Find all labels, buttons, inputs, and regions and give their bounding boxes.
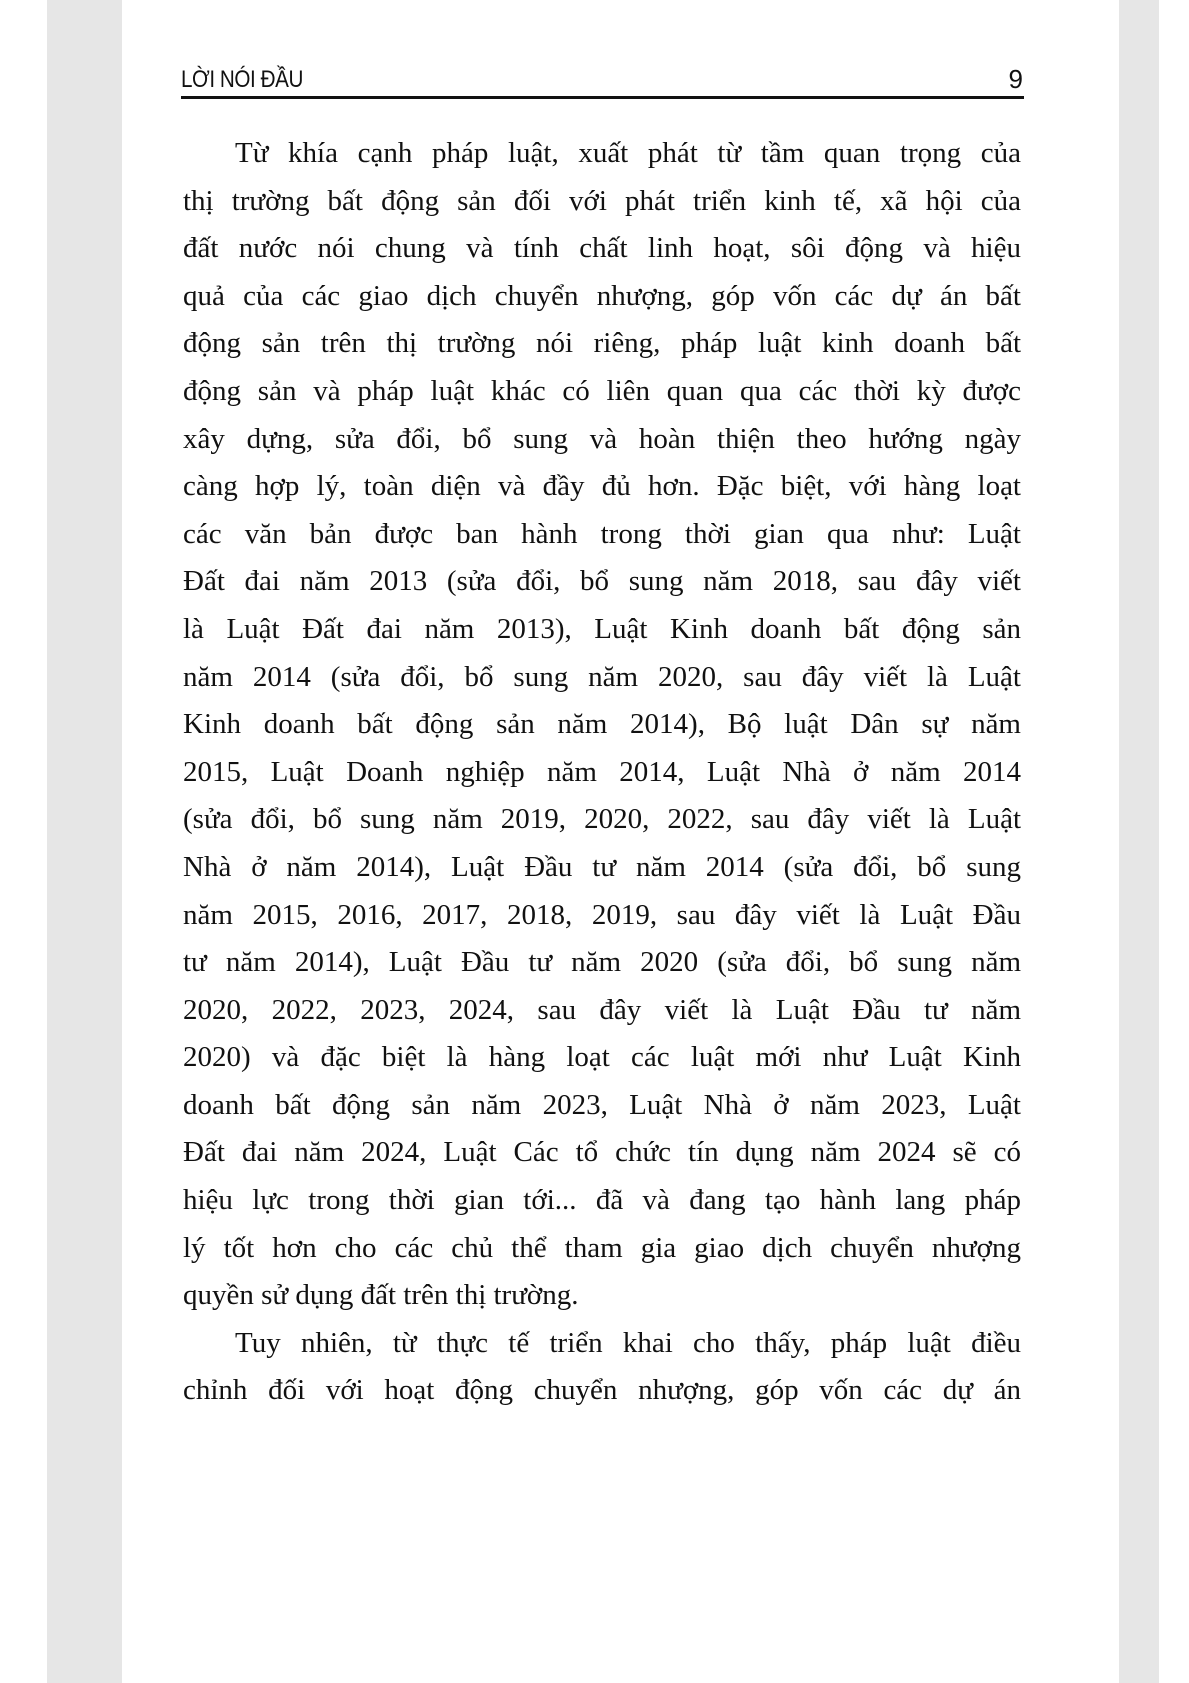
text-line: quả của các giao dịch chuyển nhượng, góp vốn các dự án bất: [183, 279, 1021, 312]
chapter-title: LỜI NÓI ĐẦU: [181, 66, 303, 93]
text-line: các văn bản được ban hành trong thời gian qua như: Luật: [183, 517, 1021, 550]
text-line: năm 2015, 2016, 2017, 2018, 2019, sau đây viết là Luật Đầu: [183, 898, 1021, 931]
text-line: Đất đai năm 2013 (sửa đổi, bổ sung năm 2018, sau đây viết: [183, 565, 1021, 598]
text-line: tư năm 2014), Luật Đầu tư năm 2020 (sửa đổi, bổ sung năm: [183, 946, 1021, 979]
text-line: động sản và pháp luật khác có liên quan qua các thời kỳ được: [183, 374, 1021, 407]
text-line: doanh bất động sản năm 2023, Luật Nhà ở năm 2023, Luật: [183, 1088, 1021, 1121]
text-line: 2020) và đặc biệt là hàng loạt các luật mới như Luật Kinh: [183, 1041, 1021, 1074]
text-line: Nhà ở năm 2014), Luật Đầu tư năm 2014 (sửa đổi, bổ sung: [183, 850, 1021, 883]
text-line: lý tốt hơn cho các chủ thể tham gia giao dịch chuyển nhượng: [183, 1231, 1021, 1264]
text-line: thị trường bất động sản đối với phát triển kinh tế, xã hội của: [183, 184, 1021, 217]
text-line: năm 2014 (sửa đổi, bổ sung năm 2020, sau đây viết là Luật: [183, 660, 1021, 693]
body-text: [183, 130, 1021, 1415]
text-line: chỉnh đối với hoạt động chuyển nhượng, góp vốn các dự án: [183, 1374, 1021, 1407]
running-head: [181, 62, 1023, 98]
header-rule: [181, 96, 1024, 99]
text-line: xây dựng, sửa đổi, bổ sung và hoàn thiện theo hướng ngày: [183, 422, 1021, 455]
text-line: Từ khía cạnh pháp luật, xuất phát từ tầm quan trọng của: [235, 137, 1021, 169]
page-number: 9: [1008, 64, 1023, 94]
text-line: (sửa đổi, bổ sung năm 2019, 2020, 2022, sau đây viết là Luật: [183, 803, 1021, 836]
right-margin-strip: [1119, 0, 1159, 1683]
text-line: hiệu lực trong thời gian tới... đã và đang tạo hành lang pháp: [183, 1184, 1021, 1217]
text-line: càng hợp lý, toàn diện và đầy đủ hơn. Đặc biệt, với hàng loạt: [183, 470, 1021, 503]
text-line: 2020, 2022, 2023, 2024, sau đây viết là Luật Đầu tư năm: [183, 993, 1021, 1026]
text-line: Tuy nhiên, từ thực tế triển khai cho thấy, pháp luật điều: [235, 1326, 1021, 1359]
text-line: quyền sử dụng đất trên thị trường.: [183, 1279, 579, 1312]
text-line: là Luật Đất đai năm 2013), Luật Kinh doanh bất động sản: [183, 612, 1021, 645]
text-line: Đất đai năm 2024, Luật Các tổ chức tín dụng năm 2024 sẽ có: [183, 1136, 1021, 1169]
text-line: đất nước nói chung và tính chất linh hoạt, sôi động và hiệu: [183, 232, 1021, 265]
text-line: Kinh doanh bất động sản năm 2014), Bộ luật Dân sự năm: [183, 708, 1021, 741]
text-line: động sản trên thị trường nói riêng, pháp luật kinh doanh bất: [183, 327, 1021, 360]
text-line: 2015, Luật Doanh nghiệp năm 2014, Luật Nhà ở năm 2014: [183, 755, 1021, 788]
left-margin-strip: [47, 0, 122, 1683]
